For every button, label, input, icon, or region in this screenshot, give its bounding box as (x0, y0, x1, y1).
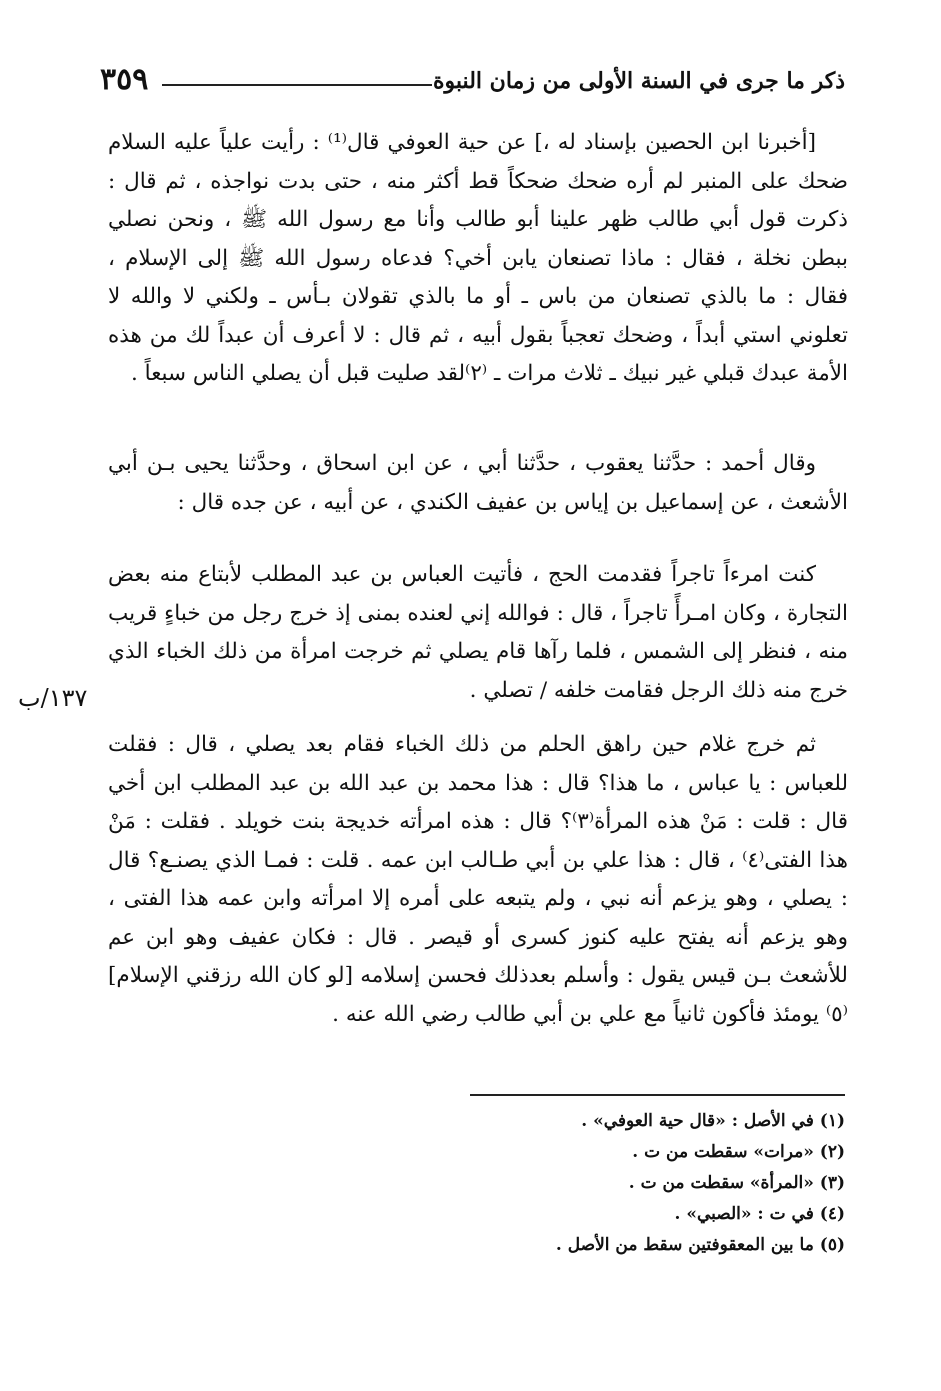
running-head: ذكر ما جرى في السنة الأولى من زمان النبوة (433, 68, 845, 94)
paragraph-text: [أخبرنا ابن الحصين بإسناد له ،] عن حية العوفي قال⁽¹⁾ : رأيت علياً عليه السلام ضحك على المنبر لم أره ضحك ضحكاً قط أكثر منه ، حتى بدت نواجذه ، ثم قال : ذكرت قول أبي طالب ظهر علينا أبو طالب وأنا مع رسول الله ﷺ ، ونحن نصلي ببطن نخلة ، فقال : ماذا تصنعان يابن أخي؟ فدعاه رسول الله ﷺ إلى الإسلام ، فقال : ما بالذي تصنعان من باس ـ أو ما بالذي تقولان بـأس ـ ولكني لا والله لا تعلوني استي أبداً ، وضحك تعجباً بقول أبيه ، ثم قال : لا أعرف أن عبداً لك من هذه الأمة عبدك قبلي غير نبيك ـ ثلاث مرات ـ ⁽٢⁾لقد صليت قبل أن يصلي الناس سبعاً . (108, 130, 848, 386)
paragraph-2 (108, 445, 848, 522)
paragraph-text: كنت امرءاً تاجراً فقدمت الحج ، فأتيت العباس بن عبد المطلب لأبتاع منه بعض التجارة ، وكان امـرأً تاجراً ، قال : فوالله إني لعنده بمنى إذ خرج رجل من خباءٍ قريب منه ، فنظر إلى الشمس ، فلما رآها قام يصلي ثم خرجت امرأة من ذلك الخباء الذي خرج منه ذلك الرجل فقامت خلفه / تصلي . (108, 562, 848, 703)
paragraph-4 (108, 726, 848, 1034)
paragraph-3 (108, 556, 848, 710)
footnote-5: (٥) ما بين المعقوفتين سقط من الأصل . (555, 1235, 845, 1255)
manuscript-folio-note: ١٣٧/ب (18, 684, 88, 712)
footnote-rule (470, 1094, 845, 1096)
footnote-2: (٢) «مرات» سقطت من ت . (632, 1142, 845, 1162)
footnote-3: (٣) «المرأة» سقطت من ت . (628, 1173, 845, 1193)
page-header (100, 62, 845, 102)
page-number: ٣٥٩ (100, 62, 149, 97)
paragraph-1 (108, 124, 848, 394)
footnote-1: (١) في الأصل : «قال حية العوفي» . (581, 1111, 845, 1131)
footnote-4: (٤) في ت : «الصبي» . (674, 1204, 845, 1224)
paragraph-text: ثم خرج غلام حين راهق الحلم من ذلك الخباء فقام بعد يصلي ، قال : فقلت للعباس : يا عباس ، ما هذا؟ قال : هذا محمد بن عبد الله بن عبد المطلب ابن أخي قال : قلت : مَنْ هذه المرأة⁽٣⁾؟ قال : هذه امرأته خديجة بنت خويلد . فقلت : مَنْ هذا الفتى⁽٤⁾ ، قال : هذا علي بن أبي طـالب ابن عمه . قلت : فمـا الذي يصنـع؟ قال : يصلي ، وهو يزعم أنه نبي ، ولم يتبعه على أمره إلا امرأته وابن عمه هذا الفتى ، وهو يزعم أنه يفتح عليه كنوز كسرى أو قيصر . قال : فكان عفيف وهو ابن عم للأشعث بـن قيس يقول : وأسلم بعدذلك فحسن إسلامه [لو كان الله رزقني الإسلام]⁽٥⁾ يومئذ فأكون ثانياً مع علي بن أبي طالب رضي الله عنه . (108, 732, 848, 1027)
footnotes (285, 1106, 845, 1261)
header-rule (162, 84, 432, 86)
paragraph-text: وقال أحمد : حدَّثنا يعقوب ، حدَّثنا أبي ، عن ابن اسحاق ، وحدَّثنا يحيى بـن أبي الأشعث ، عن إسماعيل بن إياس بن عفيف الكندي ، عن أبيه ، عن جده قال : (108, 451, 848, 515)
